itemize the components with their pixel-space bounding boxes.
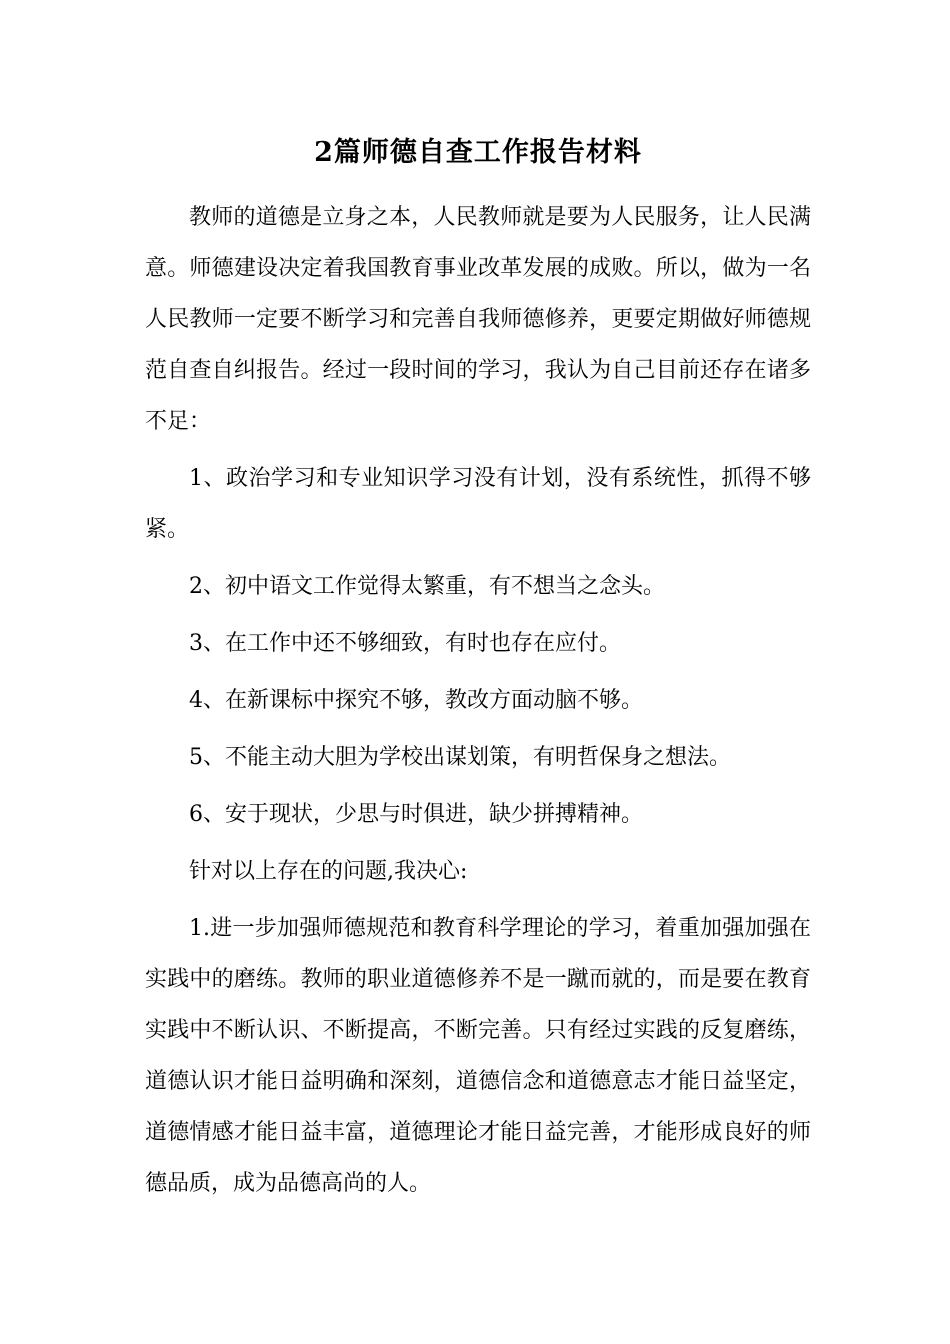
shortcoming-item-4: 4、在新课标中探究不够，教改方面动脑不够。 (189, 688, 643, 713)
shortcoming-item-1: 1、政治学习和专业知识学习没有计划，没有系统性，抓得不够紧。 (145, 466, 811, 542)
shortcoming-item-3: 3、在工作中还不够细致，有时也存在应付。 (189, 631, 621, 656)
intro-paragraph: 教师的道德是立身之本，人民教师就是要为人民服务，让人民满意。师德建设决定着我国教育事业改革发展的成败。所以，做为一名人民教师一定要不断学习和完善自我师德修养，更要定期做好师德规范自查自纠报告。经过一段时间的学习，我认为自己目前还存在诸多不足： (145, 205, 811, 434)
resolution-intro: 针对以上存在的问题,我决心: (189, 859, 468, 884)
resolution-item-1: 1.进一步加强师德规范和教育科学理论的学习，着重加强加强在实践中的磨练。教师的职业道德修养不是一蹴而就的，而是要在教育实践中不断认识、不断提高，不断完善。只有经过实践的反复磨练，道德认识才能日益明确和深刻，道德信念和道德意志才能日益坚定，道德情感才能日益丰富，道德理论才能日益完善，才能形成良好的师德品质，成为品德高尚的人。 (145, 916, 811, 1196)
document-title: 2篇师德自查工作报告材料 (314, 137, 642, 168)
shortcoming-item-6: 6、安于现状，少思与时俱进，缺少拼搏精神。 (189, 802, 643, 827)
shortcoming-item-5: 5、不能主动大胆为学校出谋划策，有明哲保身之想法。 (189, 745, 731, 770)
document-page (145, 128, 811, 1209)
shortcoming-item-2: 2、初中语文工作觉得太繁重，有不想当之念头。 (189, 574, 665, 599)
